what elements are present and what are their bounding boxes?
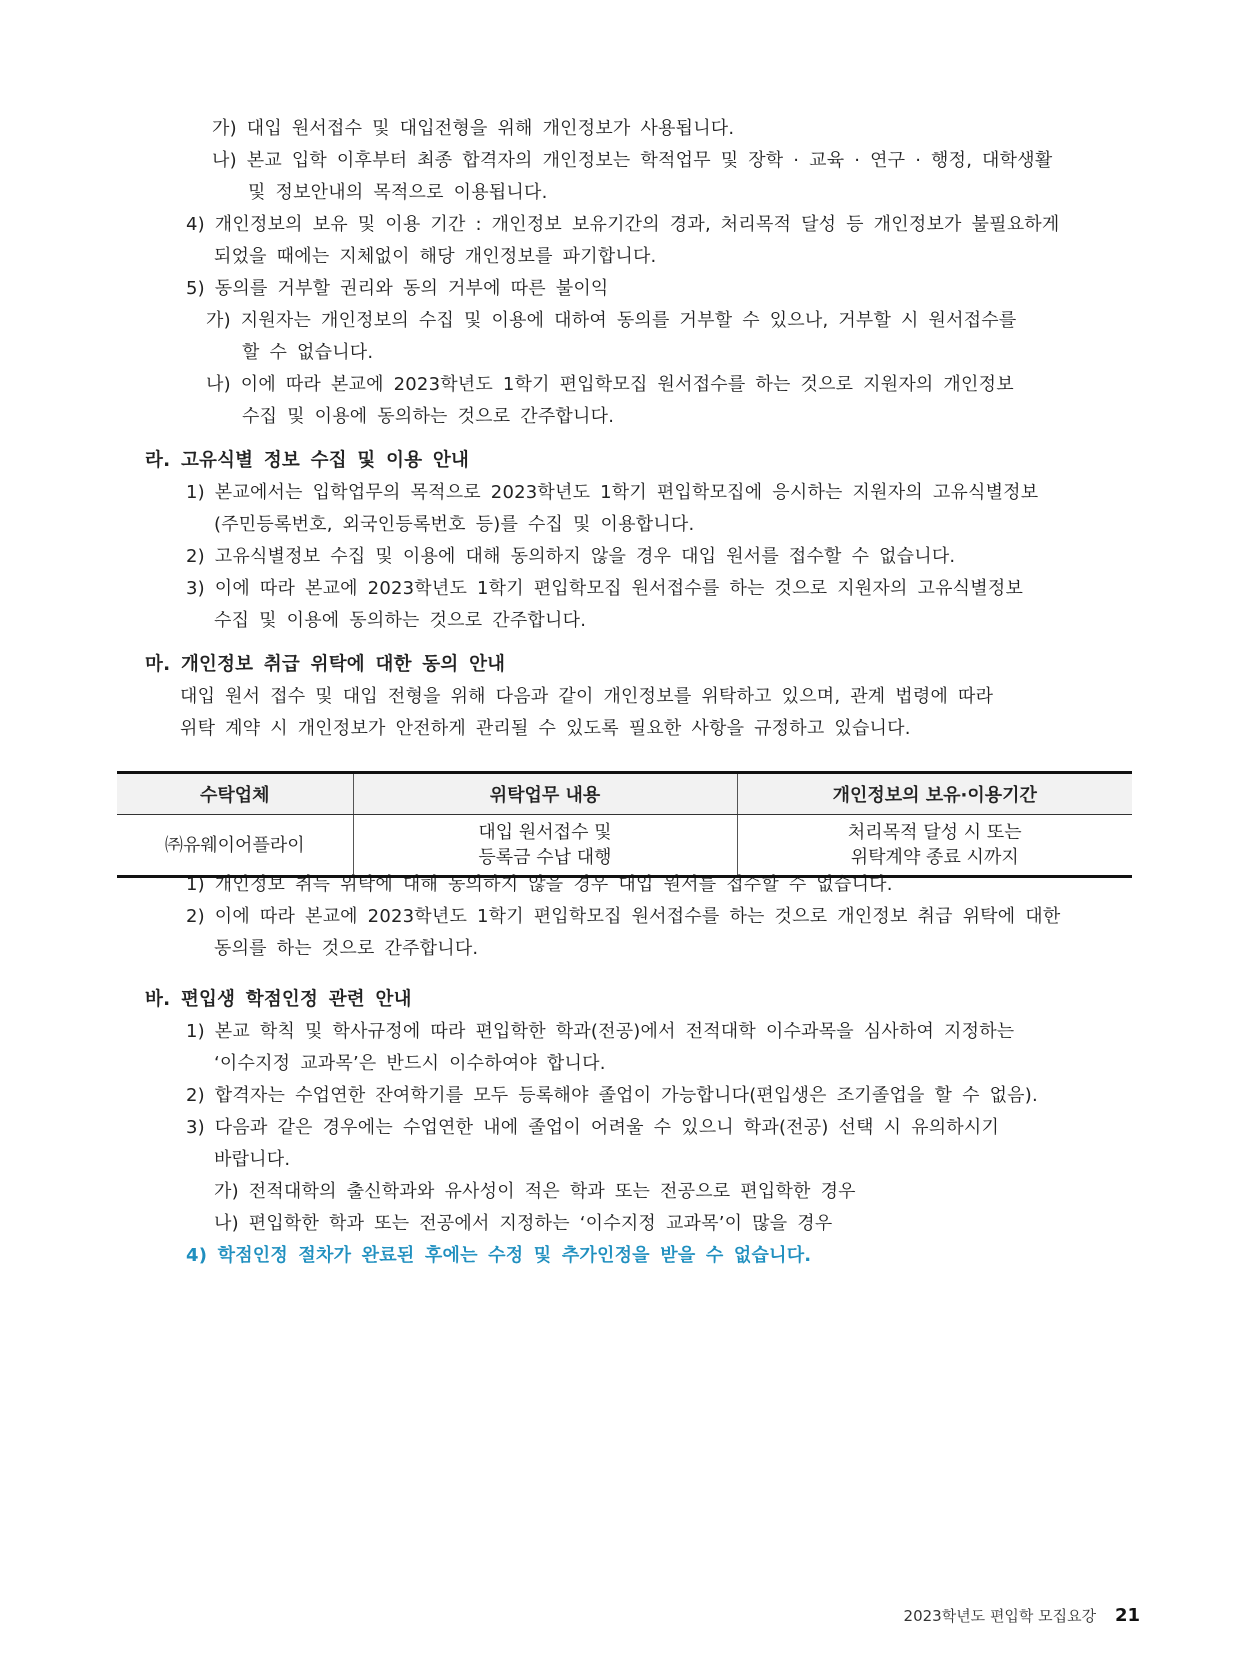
- text-line: 1) 개인정보 취득 위탁에 대해 동의하지 않을 경우 대입 원서를 접수할 수 없습니다.: [186, 874, 893, 895]
- text-line: 1) 본교에서는 입학업무의 목적으로 2023학년도 1학기 편입학모집에 응시하는 지원자의 고유식별정보: [186, 482, 1039, 503]
- section-heading: 바. 편입생 학점인정 관련 안내: [145, 989, 412, 1010]
- text-line: 가) 전적대학의 출신학과와 유사성이 적은 학과 또는 전공으로 편입학한 경우: [214, 1181, 856, 1202]
- page-footer: [904, 1605, 1140, 1626]
- text-line: 2) 이에 따라 본교에 2023학년도 1학기 편입학모집 원서접수를 하는 것으로 개인정보 취급 위탁에 대한: [186, 906, 1061, 927]
- text-line: 바랍니다.: [214, 1149, 291, 1170]
- text-line: 2) 고유식별정보 수집 및 이용에 대해 동의하지 않을 경우 대입 원서를 접수할 수 없습니다.: [186, 546, 956, 567]
- text-line: 수집 및 이용에 동의하는 것으로 간주합니다.: [242, 406, 615, 427]
- text-line: 4) 학점인정 절차가 완료된 후에는 수정 및 추가인정을 받을 수 없습니다.: [186, 1245, 812, 1266]
- text-line: 가) 지원자는 개인정보의 수집 및 이용에 대하여 동의를 거부할 수 있으나, 거부할 시 원서접수를: [206, 310, 1017, 331]
- text-line: 나) 본교 입학 이후부터 최종 합격자의 개인정보는 학적업무 및 장학 · 교육 · 연구 · 행정, 대학생활: [212, 150, 1053, 171]
- text-line: 할 수 없습니다.: [242, 342, 374, 363]
- text-line: 가) 대입 원서접수 및 대입전형을 위해 개인정보가 사용됩니다.: [212, 118, 735, 139]
- text-line: 3) 다음과 같은 경우에는 수업연한 내에 졸업이 어려울 수 있으니 학과(전공) 선택 시 유의하시기: [186, 1117, 1000, 1138]
- text-line: 1) 본교 학칙 및 학사규정에 따라 편입학한 학과(전공)에서 전적대학 이수과목을 심사하여 지정하는: [186, 1021, 1015, 1042]
- text-line: 및 정보안내의 목적으로 이용됩니다.: [248, 182, 548, 203]
- text-line: 5) 동의를 거부할 권리와 동의 거부에 따른 불이익: [186, 278, 609, 299]
- text-line: 나) 이에 따라 본교에 2023학년도 1학기 편입학모집 원서접수를 하는 것으로 지원자의 개인정보: [206, 374, 1014, 395]
- table-row: [117, 815, 1132, 877]
- section-heading: 마. 개인정보 취급 위탁에 대한 동의 안내: [145, 654, 506, 675]
- section-heading: 라. 고유식별 정보 수집 및 이용 안내: [145, 450, 470, 471]
- table-cell: 대입 원서접수 및 등록금 수납 대행: [353, 815, 737, 877]
- delegation-table: [117, 771, 1132, 878]
- text-line: ‘이수지정 교과목’은 반드시 이수하여야 합니다.: [214, 1053, 606, 1074]
- page-number: 21: [1114, 1605, 1140, 1626]
- text-line: 2) 합격자는 수업연한 잔여학기를 모두 등록해야 졸업이 가능합니다(편입생은 조기졸업을 할 수 없음).: [186, 1085, 1038, 1106]
- text-line: 위탁 계약 시 개인정보가 안전하게 관리될 수 있도록 필요한 사항을 규정하고 있습니다.: [180, 718, 911, 739]
- text-line: 동의를 하는 것으로 간주합니다.: [214, 938, 479, 959]
- table-cell: ㈜유웨이어플라이: [164, 834, 305, 856]
- text-line: 대입 원서 접수 및 대입 전형을 위해 다음과 같이 개인정보를 위탁하고 있으며, 관계 법령에 따라: [180, 686, 994, 707]
- text-line: 수집 및 이용에 동의하는 것으로 간주합니다.: [214, 610, 587, 631]
- text-line: 되었을 때에는 지체없이 해당 개인정보를 파기합니다.: [214, 246, 657, 267]
- footer-doc-title: 2023학년도 편입학 모집요강: [903, 1607, 1097, 1625]
- header-contractor: 수탁업체: [117, 773, 353, 815]
- header-retention: 개인정보의 보유·이용기간: [737, 773, 1132, 815]
- text-line: 나) 편입학한 학과 또는 전공에서 지정하는 ‘이수지정 교과목’이 많을 경우: [214, 1213, 833, 1234]
- table-cell: 처리목적 달성 시 또는 위탁계약 종료 시까지: [737, 815, 1132, 877]
- text-line: (주민등록번호, 외국인등록번호 등)를 수집 및 이용합니다.: [214, 514, 695, 535]
- text-line: 3) 이에 따라 본교에 2023학년도 1학기 편입학모집 원서접수를 하는 것으로 지원자의 고유식별정보: [186, 578, 1024, 599]
- header-task: 위탁업무 내용: [353, 773, 737, 815]
- text-line: 4) 개인정보의 보유 및 이용 기간 : 개인정보 보유기간의 경과, 처리목적 달성 등 개인정보가 불필요하게: [186, 214, 1060, 235]
- table-header-row: [117, 773, 1132, 815]
